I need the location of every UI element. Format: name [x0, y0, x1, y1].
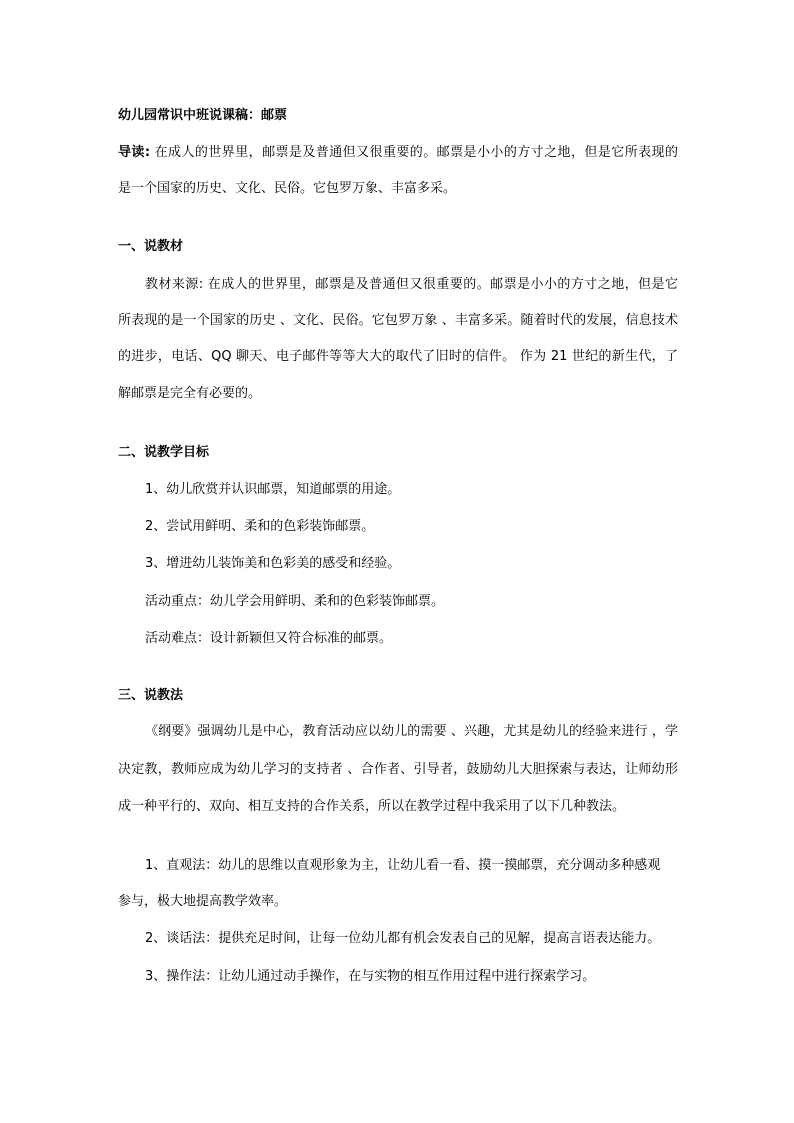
- goal-item: 2、尝试用鲜明、柔和的色彩装饰邮票。: [145, 519, 375, 534]
- paragraph-line: 成一种平行的、双向、相互支持的合作关系，所以在教学过程中我采用了以下几种教法。: [118, 799, 626, 814]
- method-item: 3、操作法：让幼儿通过动手操作，在与实物的相互作用过程中进行探索学习。: [145, 969, 596, 984]
- goal-item: 3、增进幼儿装饰美和色彩美的感受和经验。: [145, 556, 401, 571]
- paragraph-line: 的进步，电话、QQ 聊天、电子邮件等等大大的取代了旧时的信件。 作为 21 世纪的新生代，了: [118, 349, 678, 364]
- paragraph-line: 解邮票是完全有必要的。: [118, 386, 262, 401]
- paragraph-line: 决定教，教师应成为幼儿学习的支持者 、合作者、引导者，鼓励幼儿大胆探索与表达，让师幼形: [118, 762, 678, 777]
- intro-line-2: 是一个国家的历史、文化、民俗。它包罗万象、丰富多采。: [118, 181, 457, 196]
- paragraph-line: 教材来源: 在成人的世界里，邮票是及普通但又很重要的。邮票是小小的方寸之地，但是它: [145, 277, 678, 292]
- section-heading-textbook: 一、说教材: [118, 239, 184, 254]
- method-item-continued: 参与，极大地提高教学效率。: [118, 894, 288, 909]
- activity-difficulty: 活动难点：设计新颖但又符合标准的邮票。: [145, 631, 393, 646]
- section-heading-methods: 三、说教法: [118, 688, 184, 703]
- intro-line-1: [118, 143, 678, 163]
- method-item: 1、直观法：幼儿的思维以直观形象为主，让幼儿看一看、摸一摸邮票，充分调动多种感观: [145, 858, 661, 873]
- goal-item: 1、幼儿欣赏并认识邮票，知道邮票的用途。: [145, 482, 401, 497]
- activity-key-point: 活动重点：幼儿学会用鲜明、柔和的色彩装饰邮票。: [145, 594, 445, 609]
- section-heading-goals: 二、说教学目标: [118, 445, 210, 460]
- intro-label: 导读:: [118, 145, 151, 160]
- method-item: 2、谈话法：提供充足时间，让每一位幼儿都有机会发表自己的见解，提高言语表达能力。: [145, 931, 661, 946]
- paragraph-line: 所表现的是一个国家的历史 、文化、民俗。它包罗万象 、丰富多采。随着时代的发展，信息技术: [118, 313, 678, 328]
- paragraph-line: 《纲要》强调幼儿是中心，教育活动应以幼儿的需要 、兴趣，尤其是幼儿的经验来进行 ，学: [145, 724, 678, 739]
- intro-text-1: 在成人的世界里，邮票是及普通但又很重要的。邮票是小小的方寸之地，但是它所表现的: [150, 145, 678, 160]
- document-title: 幼儿园常识中班说课稿：邮票: [118, 108, 288, 123]
